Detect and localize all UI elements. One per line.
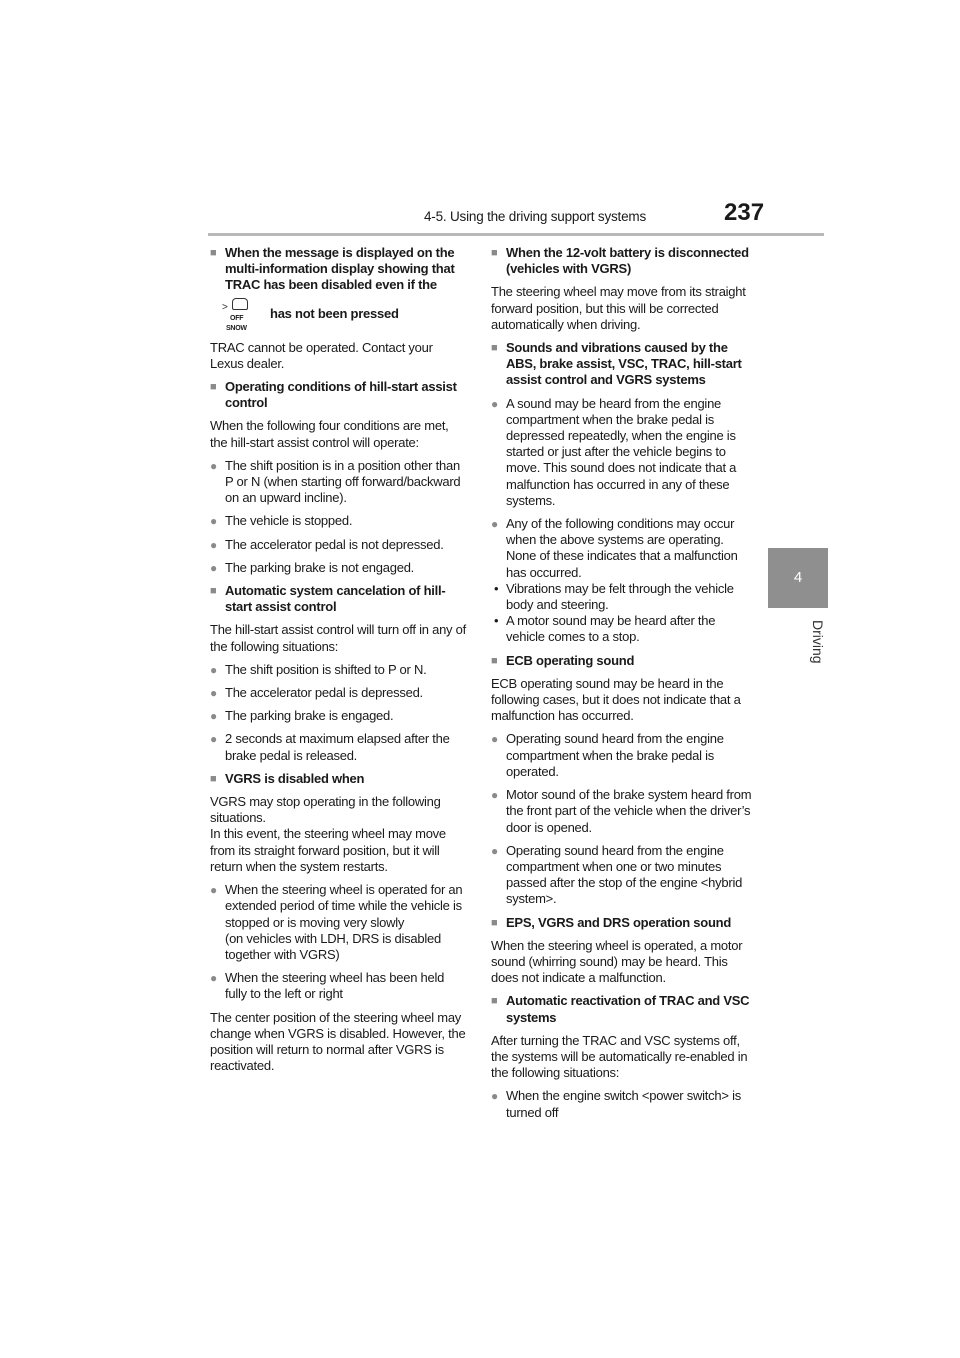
heading-trac-message: ■ When the message is displayed on the multi-information display showing that TRAC has been disabled even if the xyxy=(210,245,468,294)
sub-list-item: • A motor sound may be heard after the vehicle comes to a stop. xyxy=(491,613,753,645)
list-item: ● The shift position is in a position other than P or N (when starting off forward/backward on an upward incline). xyxy=(210,458,468,507)
paragraph: TRAC cannot be operated. Contact your Lexus dealer. xyxy=(210,339,433,371)
list-item: ● When the engine switch <power switch> is turned off xyxy=(491,1088,753,1120)
list-item: ● Any of the following conditions may occur when the above systems are operating. None of these indicates that a malfunction has occurred. xyxy=(491,516,753,581)
list-item-text: ● When the steering wheel is operated for an extended period of time while the vehicle is stopped or is moving very slowly xyxy=(225,882,463,930)
list-item: ● 2 seconds at maximum elapsed after the brake pedal is released. xyxy=(210,731,468,763)
heading-hill-start-conditions: ■ Operating conditions of hill-start assist control xyxy=(210,379,468,411)
section-title: 4-5. Using the driving support systems xyxy=(424,209,646,224)
list-item: ● The parking brake is not engaged. xyxy=(210,560,468,576)
sub-list-item: • Vibrations may be felt through the vehicle body and steering. xyxy=(491,581,753,613)
heading-ecb-sound: ■ ECB operating sound xyxy=(491,653,753,669)
page-number: 237 xyxy=(724,199,765,226)
list-item: ● Operating sound heard from the engine compartment when one or two minutes passed after the stop of the engine <hybrid system>. xyxy=(491,843,753,908)
list-item: ● The accelerator pedal is depressed. xyxy=(210,685,468,701)
list-item: ● When the steering wheel has been held fully to the left or right xyxy=(210,970,468,1002)
list-item: ● Motor sound of the brake system heard from the front part of the vehicle when the driver’s door is opened. xyxy=(491,787,753,836)
paragraph-line: VGRS may stop operating in the following situations. xyxy=(210,794,441,826)
paragraph: When the following four conditions are met, the hill-start assist control will operate: xyxy=(210,418,449,450)
paragraph: When the steering wheel is operated, a motor sound (whirring sound) may be heard. This does not indicate a malfunction. xyxy=(491,937,743,986)
paragraph-line: In this event, the steering wheel may move from its straight forward position, but it will return when the system restarts. xyxy=(210,826,446,874)
list-item-note: (on vehicles with LDH, DRS is disabled together with VGRS) xyxy=(225,930,441,962)
paragraph: The center position of the steering wheel may change when VGRS is disabled. However, the position will return to normal after VGRS is reactivated. xyxy=(210,1009,466,1074)
list-item: ● The shift position is shifted to P or N. xyxy=(210,662,468,678)
list-item xyxy=(210,882,468,963)
list-item: ● A sound may be heard from the engine compartment when the brake pedal is depressed repeatedly, when the engine is started or just after the vehicle begins to move. This sound does not indicate that a malfunction has occurred in any of these systems. xyxy=(491,396,753,509)
heading-eps-sound: ■ EPS, VGRS and DRS operation sound xyxy=(491,915,753,931)
chapter-tab: 4 xyxy=(768,548,828,608)
right-column xyxy=(491,245,753,1128)
paragraph xyxy=(210,794,468,875)
heading-battery-disconnected: ■ When the 12-volt battery is disconnected (vehicles with VGRS) xyxy=(491,245,753,277)
trac-off-snow-icon: > OFF SNOW xyxy=(222,296,262,332)
heading-vgrs-disabled: ■ VGRS is disabled when xyxy=(210,771,468,787)
heading-sounds-vibrations: ■ Sounds and vibrations caused by the ABS, brake assist, VSC, TRAC, hill-start assist control and VGRS systems xyxy=(491,340,753,389)
paragraph: ECB operating sound may be heard in the following cases, but it does not indicate that a malfunction has occurred. xyxy=(491,675,741,724)
header-rule xyxy=(208,233,824,236)
heading-trac-message-end: has not been pressed xyxy=(270,305,399,321)
heading-hill-start-cancel: ■ Automatic system cancelation of hill-start assist control xyxy=(210,583,468,615)
chapter-label: Driving xyxy=(810,620,826,664)
icon-snow-label: SNOW xyxy=(226,324,247,332)
paragraph: After turning the TRAC and VSC systems off, the systems will be automatically re-enabled in the following situations: xyxy=(491,1032,748,1081)
list-item: ● Operating sound heard from the engine compartment when the brake pedal is operated. xyxy=(491,731,753,780)
paragraph: The hill-start assist control will turn off in any of the following situations: xyxy=(210,622,467,654)
paragraph: The steering wheel may move from its straight forward position, but this will be corrected automatically when driving. xyxy=(491,284,746,332)
list-item: ● The parking brake is engaged. xyxy=(210,708,468,724)
list-item: ● The vehicle is stopped. xyxy=(210,513,468,529)
list-item: ● The accelerator pedal is not depressed. xyxy=(210,537,468,553)
sub-list xyxy=(491,581,753,646)
icon-row xyxy=(222,296,468,332)
page-header xyxy=(0,0,960,240)
icon-off-label: OFF xyxy=(230,314,244,322)
heading-auto-reactivation: ■ Automatic reactivation of TRAC and VSC systems xyxy=(491,993,753,1025)
left-column xyxy=(210,245,468,1081)
